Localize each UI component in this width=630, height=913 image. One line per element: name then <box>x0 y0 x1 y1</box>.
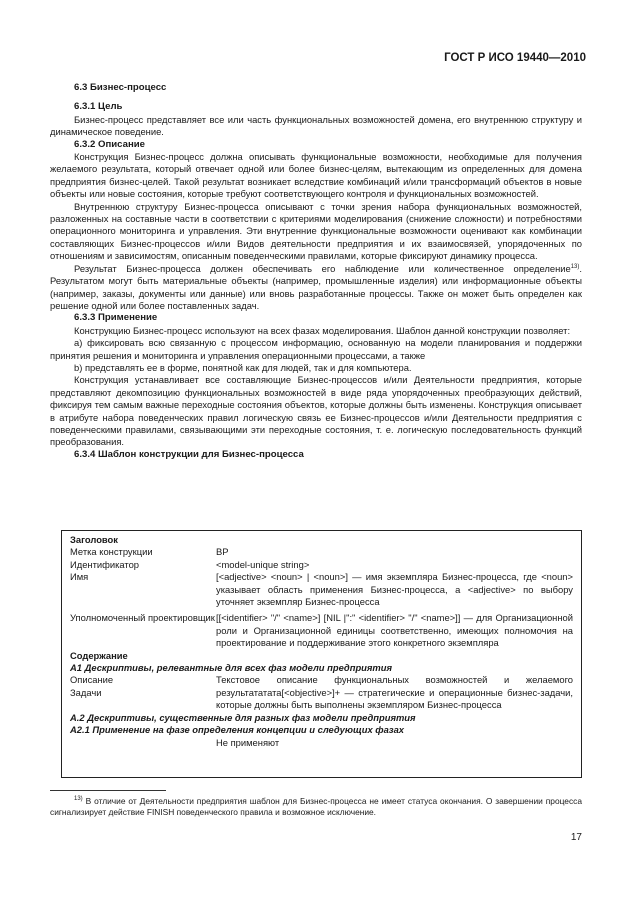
section-6-3-2-title: 6.3.2 Описание <box>74 138 145 150</box>
template-row <box>70 546 573 558</box>
template-row <box>70 674 573 711</box>
paragraph: Конструкция Бизнес-процесс должна описывать функциональные возможности, необходимые для получения желаемого результата, который отвечает одной или более бизнес-целям, вытекающим из определенных для домена предприятия бизнес-целей. Такой результат возникает вследствие комбинаций и/или трансформаций объектов в новые объекты или новые состояния, которые требуют соответствующего контроля и функциональных возможностей. <box>50 151 582 200</box>
template-value-text: Текстовое описание функциональных возможностей и желаемого результата <box>216 674 573 698</box>
section-6-3-4-title: 6.3.4 Шаблон конструкции для Бизнес-процесса <box>74 448 304 460</box>
template-key: Идентификатор <box>70 558 140 570</box>
paragraph-text: Результат Бизнес-процесса должен обеспечивать его наблюдение или количественное определение <box>74 262 571 274</box>
footnote-mark: 13) <box>74 796 83 803</box>
template-value: Не применяют <box>216 736 280 748</box>
template-row <box>70 612 573 649</box>
page-number: 17 <box>570 832 582 843</box>
section-6-3-title: 6.3 Бизнес-процесс <box>74 82 167 93</box>
template-key <box>70 674 216 711</box>
template-row <box>70 559 573 571</box>
paragraph: Конструкция устанавливает все составляющие Бизнес-процессов и/или Деятельности предприятия, которые представляют декомпозицию функциональных возможностей в виде ряда упорядоченных преобразующих действий, фиксируя тем самым важные переходные состояния объектов, которые должны быть изменены. Конструкция описывает в атрибуте набора поведенческих правил логическую связь ее Бизнес-процессов и/или Деятельности предприятия с поведенческими правилами, связывающими эти переходные состояния, т. е. логическую последовательность функций преобразования. <box>50 374 582 448</box>
template-key: Уполномоченный проектировщик <box>70 612 215 624</box>
template-key-line: Описание <box>70 674 114 686</box>
template-row <box>70 737 573 749</box>
paragraph <box>50 263 582 313</box>
template-subheading-a2: А.2 Дескриптивы, существенные для разных фаз модели предприятия <box>70 711 416 723</box>
footnote <box>50 796 582 818</box>
construct-template-box <box>61 530 582 778</box>
template-value: [[<identifier> "/" <name>] [NIL |":" <identifier> "/" <name>]] — для Организационной роли и Организационной единицы соответственно, имеющих полномочия на проектирование и поддерживание этого конкретного экземпляра <box>216 612 573 649</box>
template-key: Метка конструкции <box>70 546 153 558</box>
template-value <box>216 674 573 711</box>
footnote-separator <box>50 790 166 791</box>
template-key: Имя <box>70 571 89 583</box>
template-value: <model-unique string> <box>216 558 310 570</box>
template-key-line: Задачи <box>70 686 102 698</box>
footnote-ref: 13) <box>570 263 580 270</box>
document-header: ГОСТ Р ИСО 19440—2010 <box>444 52 586 64</box>
template-row <box>70 571 573 608</box>
template-value-text: тата[<objective>]+ — стратегические и операционные бизнес-задачи, которые должны быть выполнены экземпляром Бизнес-процесса <box>216 686 573 711</box>
main-text <box>50 82 582 461</box>
template-heading: Заголовок <box>70 534 118 545</box>
footnote-text: В отличие от Деятельности предприятия шаблон для Бизнес-процесса не имеет статуса окончания. О завершении процесса сигнализирует действие FINISH поведенческого правила и возможное исключение. <box>50 796 582 818</box>
template-subheading-a1: А1 Дескриптивы, релевантные для всех фаз модели предприятия <box>70 662 392 674</box>
section-6-3-3-title: 6.3.3 Применение <box>74 312 158 324</box>
list-item-a: а) фиксировать всю связанную с процессом информацию, основанную на модели планирования и поддержки принятия решения и мониторинга и управления операционными процессами, а также <box>50 337 582 361</box>
template-content-heading: Содержание <box>70 649 128 661</box>
template-subheading-a2-1: А2.1 Применение на фазе определения концепции и следующих фазах <box>70 724 404 736</box>
template-value: [<adjective> <noun> | <noun>] — имя экземпляра Бизнес-процесса, где <noun> указывает область применения Бизнес-процесса, а <adjective> по выбору уточняет экземпляр Бизнес-процесса <box>216 571 573 608</box>
paragraph: Внутреннюю структуру Бизнес-процесса описывают с точки зрения набора функциональных возможностей, разложенных на составные части в соответствии с критериями моделирования (снижение сложности) и потребностями операционного мониторинга и управления. Эти внутренние функциональные возможности оценивают как комбинации составляющих Бизнес-процессов и/или Видов деятельности предприятия и их взаимосвязей, упорядоченных по отношениям и зависимостям, описанным поведенческими правилами, которые фиксируют динамику процесса. <box>50 200 582 262</box>
paragraph: Конструкцию Бизнес-процесс используют на всех фазах моделирования. Шаблон данной конструкции позволяет: <box>74 324 571 336</box>
paragraph-text: . Результатом могут быть материальные объекты (например, промышленные изделия) или информационные объекты (например, заказы, документы или данные) или вновь разработанные процессы. Также он может быть определен как решение одной или более поставленных задач. <box>50 262 582 311</box>
list-item-b: b) представлять ее в форме, понятной как для людей, так и для компьютера. <box>74 361 412 373</box>
paragraph: Бизнес-процесс представляет все или часть функциональных возможностей домена, его внутреннюю структуру и динамическое поведение. <box>50 113 582 138</box>
template-value: BP <box>216 546 229 558</box>
section-6-3-1-title: 6.3.1 Цель <box>74 101 123 113</box>
